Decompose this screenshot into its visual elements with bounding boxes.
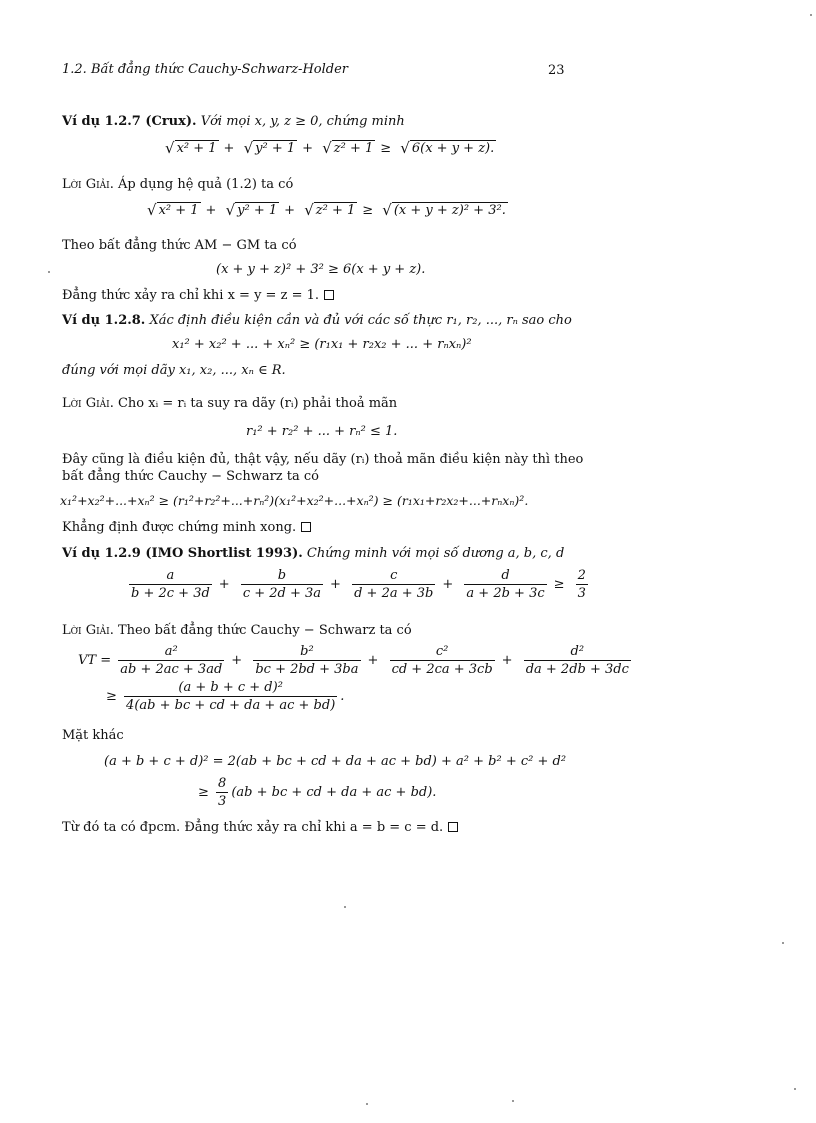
- text-line: Mặt khác: [62, 728, 124, 743]
- example-1-2-9-heading: [62, 545, 564, 563]
- scan-speck: [366, 1103, 368, 1105]
- solution-text: Cho xᵢ = rᵢ ta suy ra dãy (rᵢ) phải thoả mãn: [117, 396, 398, 411]
- formula-condition: x₁² + x₂² + ... + xₙ² ≥ (r₁x₁ + r₂x₂ + ... + rₙxₙ)²: [172, 337, 472, 352]
- scan-speck: [794, 1088, 796, 1090]
- example-title: Ví dụ 1.2.9 (IMO Shortlist 1993).: [62, 546, 303, 561]
- paragraph-line: Đây cũng là điều kiện đủ, thật vậy, nếu dãy (rᵢ) thoả mãn điều kiện này thì theo: [62, 452, 584, 467]
- fraction: $\frac{\text{d²}}{da + 2db + 3dc}$: [525, 644, 629, 677]
- qed-square-icon: [448, 822, 458, 832]
- formula-sqrt-sum-2: √ x² + 1 + √ y² + 1 + √ z² + 1 ≥ √ (x + y + z)² + 3².: [147, 201, 506, 219]
- formula-r-sum: r₁² + r₂² + ... + rₙ² ≤ 1.: [246, 424, 398, 439]
- solution-line: [62, 622, 412, 640]
- sqrt-term: √ z² + 1: [322, 139, 374, 157]
- formula-cauchy-schwarz: x₁²+x₂²+...+xₙ² ≥ (r₁²+r₂²+...+rₙ²)(x₁²+x₂²+...+xₙ²) ≥ (r₁x₁+r₂x₂+...+rₙxₙ)².: [60, 493, 529, 508]
- solution-label: Lời Giải.: [62, 623, 114, 638]
- final-line: Từ đó ta có đpcm. Đẳng thức xảy ra chỉ khi a = b = c = d.: [62, 819, 458, 837]
- example-statement: Chứng minh với mọi số dương a, b, c, d: [306, 546, 565, 561]
- section-header: 1.2. Bất đẳng thức Cauchy-Schwarz-Holder: [62, 62, 348, 77]
- scan-speck: [344, 906, 346, 908]
- conclusion-line: Khẳng định được chứng minh xong.: [62, 519, 311, 537]
- fraction: $\frac{a}{b + 2c + 3d}$: [131, 568, 210, 601]
- fraction: $\frac{b}{c + 2d + 3a}$: [242, 568, 322, 601]
- fraction: $\frac{2}{3}$: [577, 568, 586, 601]
- example-statement: Xác định điều kiện cần và đủ với các số thực r₁, r₂, ..., rₙ sao cho: [149, 313, 572, 328]
- solution-line: [62, 176, 293, 194]
- sqrt-term: √ 6(x + y + z).: [400, 139, 495, 157]
- fraction: $\frac{d}{a + 2b + 3c}$: [466, 568, 545, 601]
- example-title: Ví dụ 1.2.7 (Crux).: [62, 114, 197, 129]
- scan-speck: [48, 271, 50, 273]
- solution-text: Áp dụng hệ quả (1.2) ta có: [117, 177, 294, 192]
- sqrt-term: √ y² + 1: [243, 139, 296, 157]
- qed-square-icon: [301, 522, 311, 532]
- formula-square-expansion: (a + b + c + d)² = 2(ab + bc + cd + da + ac + bd) + a² + b² + c² + d²: [104, 754, 567, 769]
- formula-eight-thirds: ≥ $\frac{8}{3}$ (ab + bc + cd + da + ac + bd).: [198, 776, 437, 809]
- statement-continued: đúng với mọi dãy x₁, x₂, ..., xₙ ∈ R.: [62, 363, 286, 378]
- paragraph-line: bất đẳng thức Cauchy − Schwarz ta có: [62, 469, 319, 484]
- formula-imo-inequality: $\frac{a}{b + 2c + 3d}$ + $\frac{b}{c + 2d + 3a}$ + $\frac{c}{d + 2a + 3b}$ + $\frac{d}{a + 2b + 3c}$ ≥ $\frac{2}{3}$: [131, 568, 586, 601]
- formula-vt: VT = $\frac{\text{a²}}{ab + 2ac + 3ad}$ + $\frac{\text{b²}}{bc + 2bd + 3ba}$ + $\frac{\text{c²}}{cd + 2ca + 3cb}$ + $\frac{\text{d²}}{da + 2db + 3dc}$: [78, 644, 629, 677]
- formula-sqrt-sum: √ x² + 1 + √ y² + 1 + √ z² + 1 ≥ √ 6(x + y + z).: [165, 139, 495, 157]
- conclusion-line: Đẳng thức xảy ra chỉ khi x = y = z = 1.: [62, 287, 334, 305]
- solution-line: [62, 395, 397, 413]
- scan-speck: [810, 14, 812, 16]
- example-1-2-8-heading: [62, 312, 572, 330]
- solution-text: Theo bất đẳng thức Cauchy − Schwarz ta có: [117, 623, 412, 638]
- page-number: 23: [548, 63, 565, 78]
- fraction: $\frac{\text{b²}}{bc + 2bd + 3ba}$: [255, 644, 359, 677]
- formula-amgm: (x + y + z)² + 3² ≥ 6(x + y + z).: [216, 262, 426, 277]
- scan-speck: [512, 1100, 514, 1102]
- fraction: $\frac{\text{(a + b + c + d)²}}{4(ab + bc + cd + da + ac + bd)}$: [126, 680, 336, 713]
- fraction: $\frac{\text{c²}}{cd + 2ca + 3cb}$: [391, 644, 493, 677]
- example-1-2-7-heading: [62, 113, 405, 131]
- fraction: $\frac{8}{3}$: [218, 776, 227, 809]
- qed-square-icon: [324, 290, 334, 300]
- fraction: $\frac{c}{d + 2a + 3b}$: [354, 568, 434, 601]
- fraction: $\frac{\text{a²}}{ab + 2ac + 3ad}$: [120, 644, 223, 677]
- formula-bound: ≥ $\frac{\text{(a + b + c + d)²}}{4(ab + bc + cd + da + ac + bd)}$ .: [106, 680, 345, 713]
- scan-speck: [782, 942, 784, 944]
- solution-label: Lời Giải.: [62, 396, 114, 411]
- example-statement: Với mọi x, y, z ≥ 0, chứng minh: [200, 114, 405, 129]
- text-line: Theo bất đẳng thức AM − GM ta có: [62, 238, 297, 253]
- solution-label: Lời Giải.: [62, 177, 114, 192]
- sqrt-term: √ x² + 1: [165, 139, 217, 157]
- example-title: Ví dụ 1.2.8.: [62, 313, 146, 328]
